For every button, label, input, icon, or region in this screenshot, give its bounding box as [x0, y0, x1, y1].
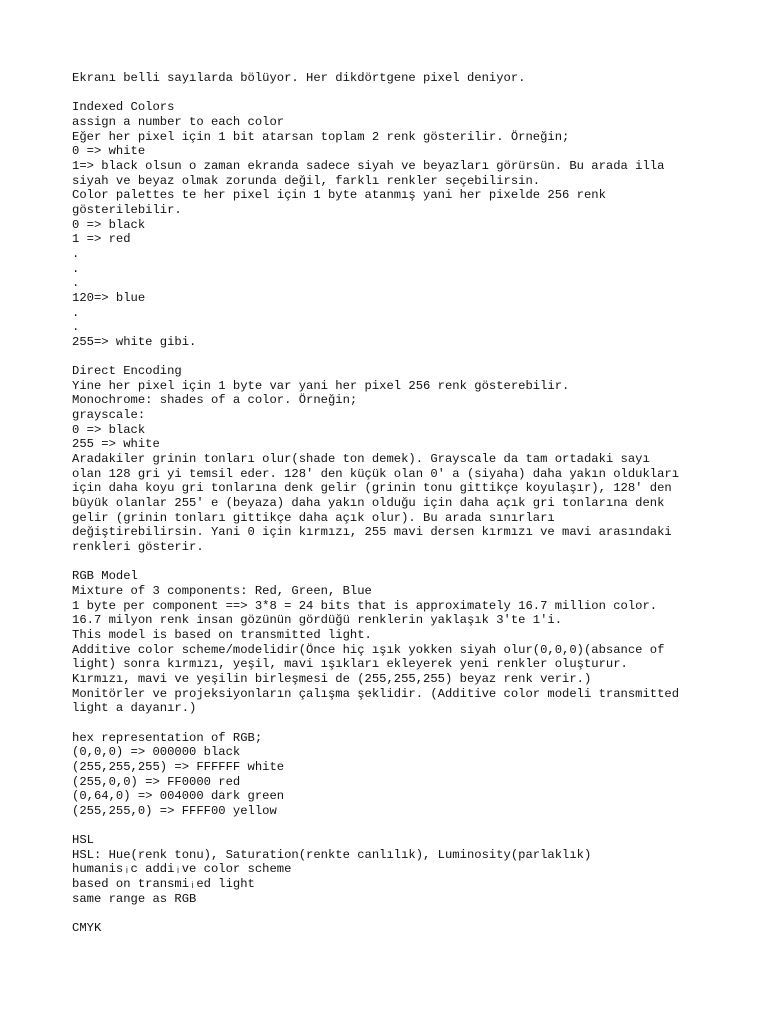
text-line: gösterilebilir.	[72, 202, 182, 217]
section-heading-cmyk: CMYK	[72, 921, 102, 936]
text-line: HSL: Hue(renk tonu), Saturation(renkte canlılık), Luminosity(parlaklık)	[72, 847, 592, 862]
text-line: 16.7 milyon renk insan gözünün gördüğü renklerin yaklaşık 3'te 1'i.	[72, 613, 563, 628]
text-line: 120=> blue	[72, 290, 146, 305]
text-line: 255 => white	[72, 437, 160, 452]
text-line: siyah ve beyaz olmak zorunda değil, farklı renkler seçebilirsin.	[72, 173, 541, 188]
text-line: (0,0,0) => 000000 black	[72, 745, 241, 760]
text-line: Additive color scheme/modelidir(Önce hiç ışık yokken siyah olur(0,0,0)(absance of	[72, 642, 665, 657]
section-heading-indexed-colors: Indexed Colors	[72, 100, 175, 115]
document-body	[72, 71, 722, 936]
text-line: .	[72, 246, 80, 261]
text-line: değiştirebilirsin. Yani 0 için kırmızı, 255 mavi dersen kırmızı ve mavi arasındaki	[72, 525, 672, 540]
text-line: 1 byte per component ==> 3*8 = 24 bits that is approximately 16.7 million color.	[72, 598, 658, 613]
text-line: Aradakiler grinin tonları olur(shade ton demek). Grayscale da tam ortadaki sayı	[72, 452, 650, 467]
text-line: same range as RGB	[72, 891, 197, 906]
text-line: light a dayanır.)	[72, 701, 197, 716]
text-line: humanisᵢc addiᵢve color scheme	[72, 862, 292, 877]
text-line: Eğer her pixel için 1 bit atarsan toplam 2 renk gösterilir. Örneğin;	[72, 129, 570, 144]
text-line: 0 => black	[72, 217, 146, 232]
section-heading-rgb-model: RGB Model	[72, 569, 138, 584]
section-heading-hsl: HSL	[72, 833, 94, 848]
blank-line	[72, 818, 722, 833]
text-line: 1 => red	[72, 232, 131, 247]
text-line: light) sonra kırmızı, yeşil, mavi ışıkları ekleyerek yeni renkler oluşturur.	[72, 657, 628, 672]
text-line: Kırmızı, mavi ve yeşilin birleşmesi de (255,255,255) beyaz renk verir.)	[72, 671, 592, 686]
text-line: Color palettes te her pixel için 1 byte atanmış yani her pixelde 256 renk	[72, 188, 606, 203]
text-line: hex representation of RGB;	[72, 730, 263, 745]
text-line: Yine her pixel için 1 byte var yani her pixel 256 renk gösterebilir.	[72, 378, 570, 393]
text-line: assign a number to each color	[72, 114, 285, 129]
text-line: .	[72, 320, 80, 335]
blank-line	[72, 906, 722, 921]
text-line: grayscale:	[72, 408, 146, 423]
text-line: gelir (grinin tonları gittikçe daha açık olur). Bu arada sınırları	[72, 510, 555, 525]
text-line: 0 => black	[72, 422, 146, 437]
text-line: .	[72, 305, 80, 320]
text-line: büyük olanlar 255' e (beyaza) daha yakın olduğu için daha açık gri tonlarına denk	[72, 496, 665, 511]
text-line: Monitörler ve projeksiyonların çalışma şeklidir. (Additive color modeli transmitted	[72, 686, 680, 701]
text-line: Monochrome: shades of a color. Örneğin;	[72, 393, 358, 408]
text-line: .	[72, 261, 80, 276]
text-line: renkleri gösterir.	[72, 540, 204, 554]
text-line: (0,64,0) => 004000 dark green	[72, 789, 285, 804]
blank-line	[72, 349, 722, 364]
text-line: 255=> white gibi.	[72, 334, 197, 349]
text-line: için daha koyu gri tonlarına denk gelir (grinin tonu gittikçe koyulaşır), 128' den	[72, 481, 672, 496]
text-line: (255,255,0) => FFFF00 yellow	[72, 803, 277, 818]
blank-line	[72, 555, 722, 570]
blank-line	[72, 86, 722, 101]
text-line: Ekranı belli sayılarda bölüyor. Her dikdörtgene pixel deniyor.	[72, 71, 526, 85]
text-line: 0 => white	[72, 144, 146, 159]
blank-line	[72, 716, 722, 731]
text-line: .	[72, 276, 80, 291]
text-line: olan 128 gri yi temsil eder. 128' den küçük olan 0' a (siyaha) daha yakın oldukları	[72, 466, 680, 481]
section-heading-direct-encoding: Direct Encoding	[72, 364, 182, 379]
text-line: Mixture of 3 components: Red, Green, Blue	[72, 583, 372, 598]
text-line: 1=> black olsun o zaman ekranda sadece siyah ve beyazları görürsün. Bu arada illa	[72, 158, 665, 173]
text-line: (255,255,255) => FFFFFF white	[72, 759, 285, 774]
text-line: (255,0,0) => FF0000 red	[72, 774, 241, 789]
text-line: based on transmiᵢed light	[72, 877, 255, 892]
text-line: This model is based on transmitted light.	[72, 627, 372, 642]
